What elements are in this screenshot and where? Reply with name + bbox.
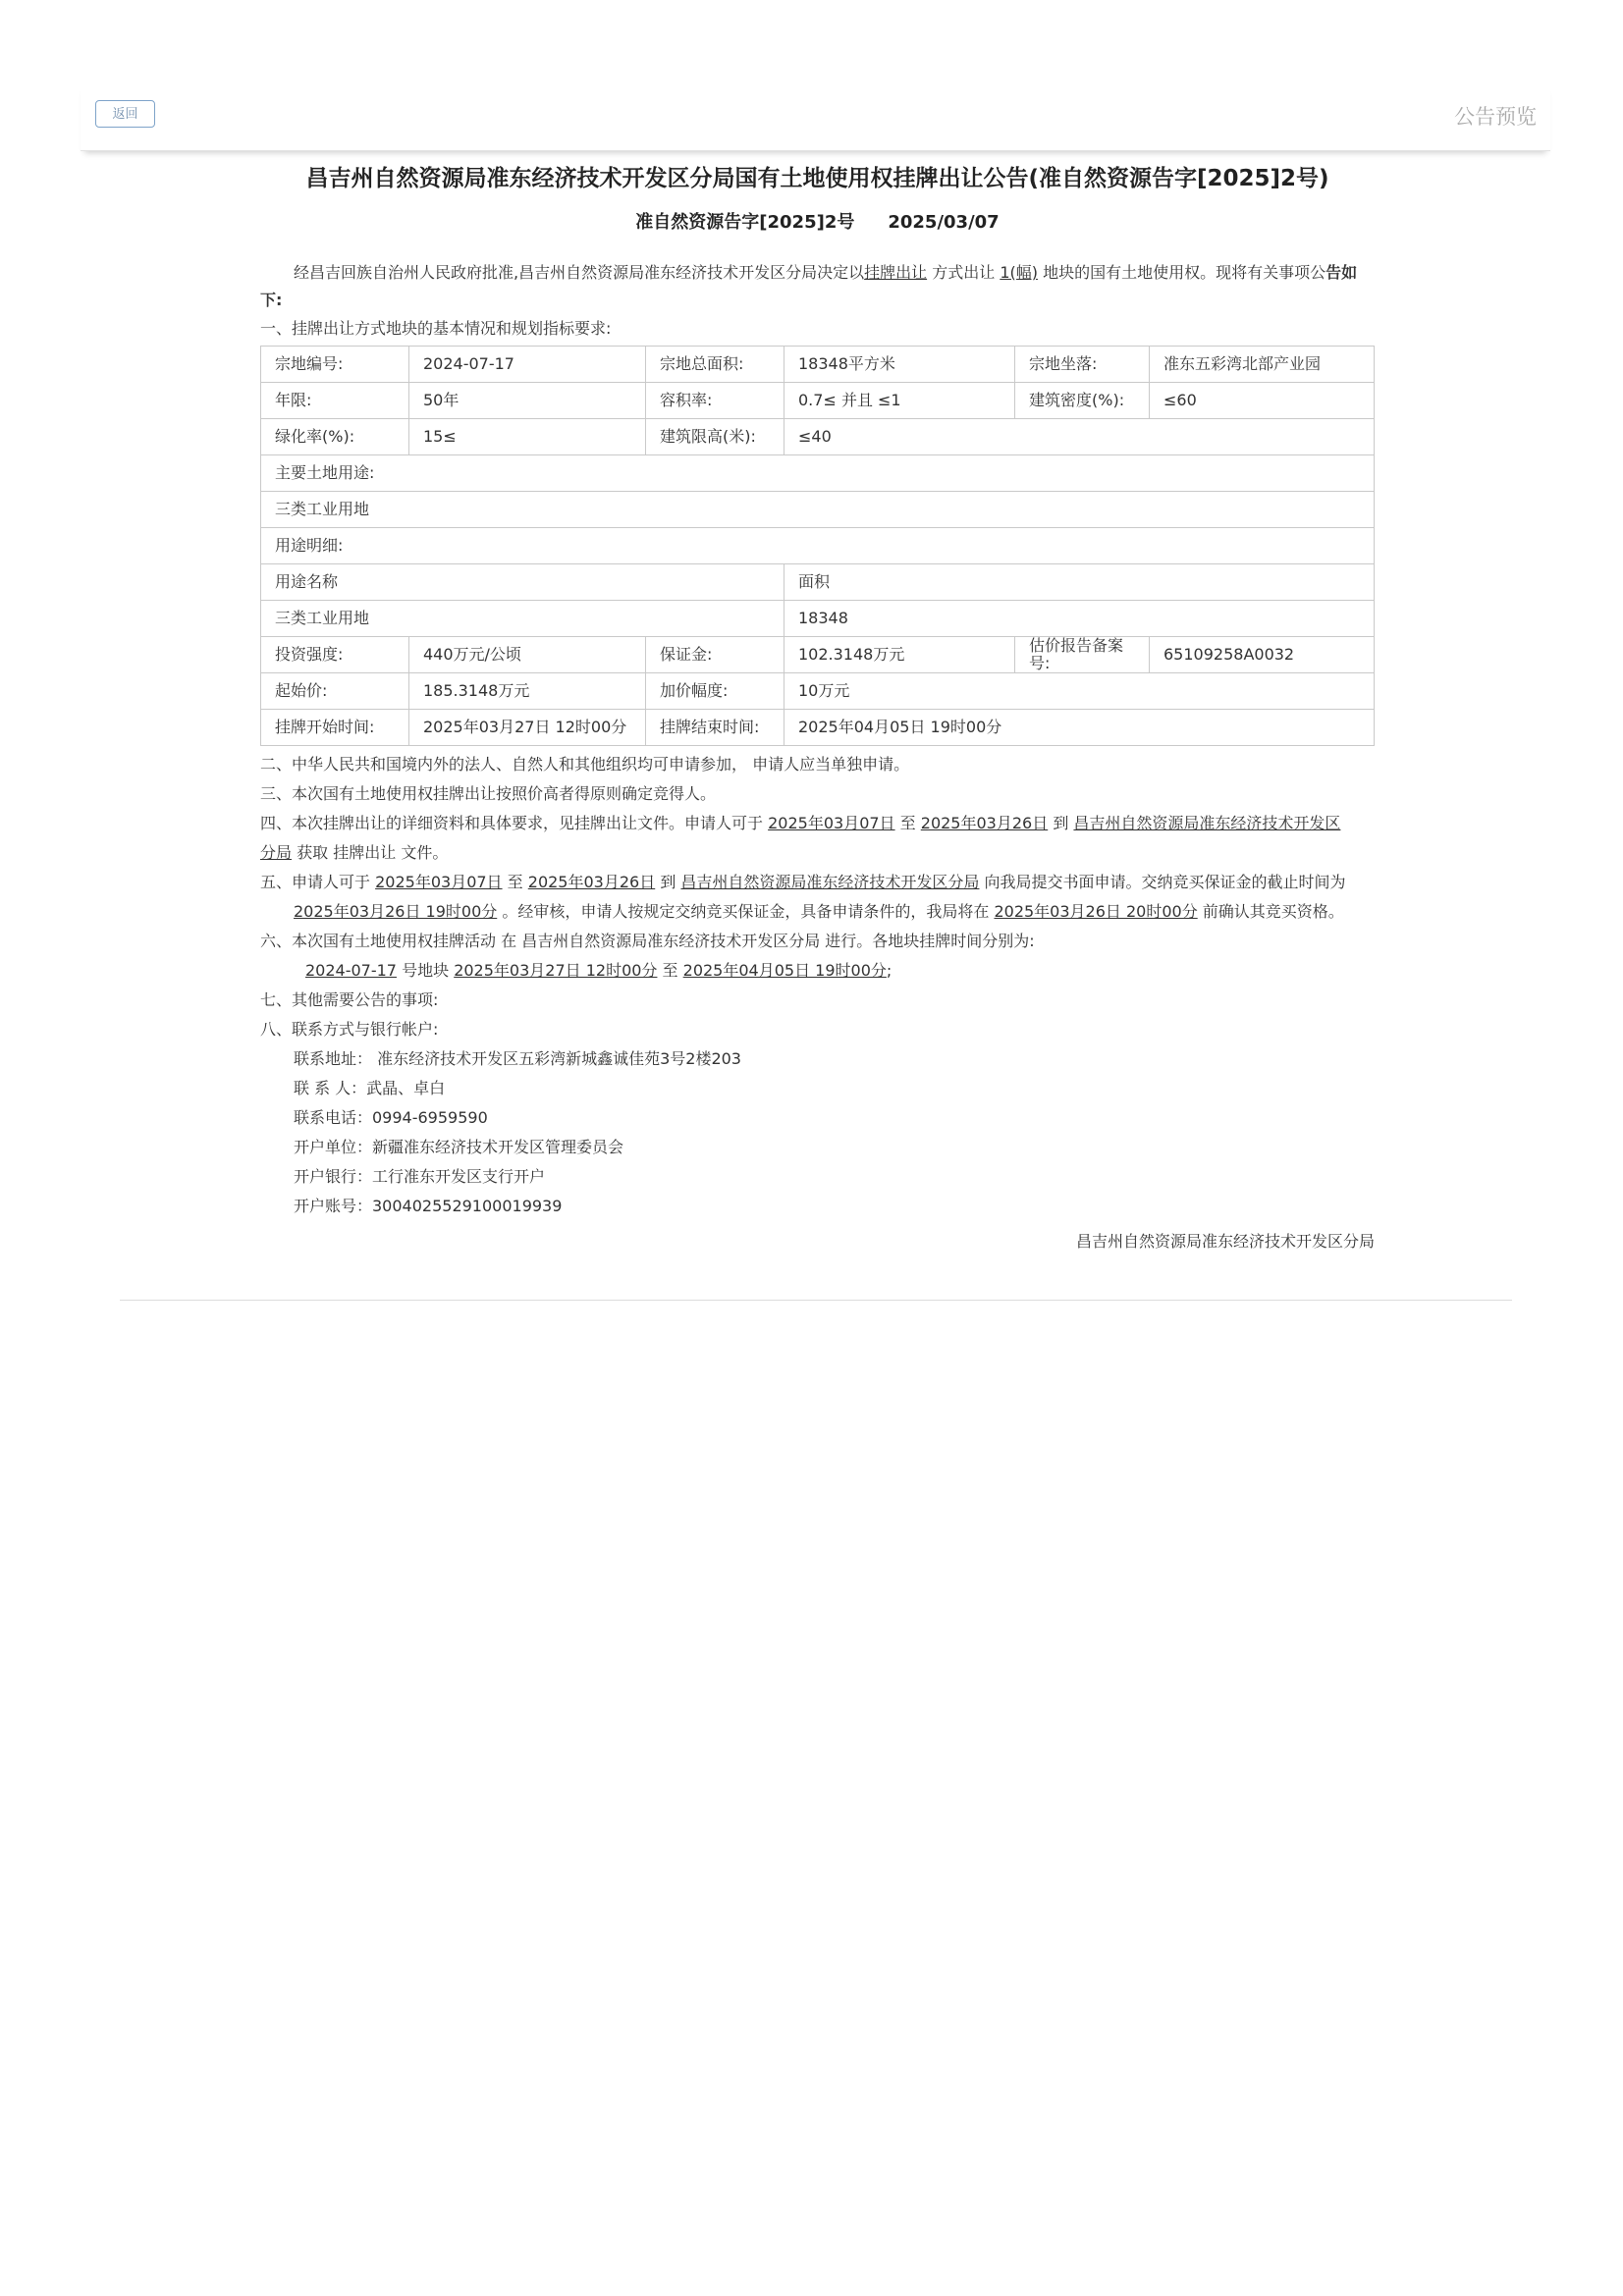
- intro-paragraph: 经昌吉回族自治州人民政府批准,昌吉州自然资源局准东经济技术开发区分局决定以挂牌出让 方式出让 1(幅) 地块的国有土地使用权。现将有关事项公告如下:: [260, 263, 1358, 309]
- announcement-document: [260, 159, 1375, 1256]
- contact-person: 联 系 人：武晶、卓白: [294, 1079, 446, 1097]
- account-number: 开户账号：3004025529100019939: [294, 1197, 563, 1215]
- section-4: 四、本次挂牌出让的详细资料和具体要求，见挂牌出让文件。申请人可于 2025年03月07日 至 2025年03月26日 到 昌吉州自然资源局准东经济技术开发区 分局 获取 挂牌出让 文件。: [260, 814, 1341, 862]
- table-row: 三类工业用地: [261, 492, 1375, 528]
- section-6: 六、本次国有土地使用权挂牌活动 在 昌吉州自然资源局准东经济技术开发区分局 进行。各地块挂牌时间分别为: 2024-07-17 号地块 2025年03月27日 12时00分 至 2025年04月05日 19时00分;: [260, 932, 1035, 980]
- divider: [120, 1300, 1512, 1301]
- contact-address: 联系地址： 准东经济技术开发区五彩湾新城鑫诚佳苑3号2楼203: [294, 1049, 741, 1068]
- table-row: 主要土地用途:: [261, 455, 1375, 492]
- document-subtitle: [260, 208, 1375, 238]
- back-button[interactable]: 返回: [95, 100, 155, 128]
- account-unit: 开户单位：新疆准东经济技术开发区管理委员会: [294, 1138, 624, 1156]
- top-bar: [81, 83, 1550, 151]
- table-row: 起始价: 185.3148万元 加价幅度: 10万元: [261, 673, 1375, 710]
- account-bank: 开户银行：工行准东开发区支行开户: [294, 1167, 546, 1186]
- document-date: 2025/03/07: [888, 212, 1000, 233]
- section-5: 五、申请人可于 2025年03月07日 至 2025年03月26日 到 昌吉州自然资源局准东经济技术开发区分局 向我局提交书面申请。交纳竞买保证金的截止时间为 2025年03月26日 19时00分 。经审核，申请人按规定交纳竞买保证金，具备申请条件的，我局将在 2025年03月26日 20时00分 前确认其竞买资格。: [260, 873, 1346, 921]
- table-row: 绿化率(%): 15≤ 建筑限高(米): ≤40: [261, 419, 1375, 455]
- table-row: 宗地编号: 2024-07-17 宗地总面积: 18348平方米 宗地坐落: 准东五彩湾北部产业园: [261, 347, 1375, 383]
- contact-phone: 联系电话：0994-6959590: [294, 1108, 488, 1127]
- table-row: 挂牌开始时间: 2025年03月27日 12时00分 挂牌结束时间: 2025年04月05日 19时00分: [261, 710, 1375, 746]
- section-3: 三、本次国有土地使用权挂牌出让按照价高者得原则确定竞得人。: [260, 784, 717, 803]
- table-row: 年限: 50年 容积率: 0.7≤ 并且 ≤1 建筑密度(%): ≤60: [261, 383, 1375, 419]
- section-7: 七、其他需要公告的事项:: [260, 990, 439, 1009]
- section-8: 八、联系方式与银行帐户:: [260, 1020, 439, 1039]
- document-number: 准自然资源告字[2025]2号: [635, 212, 855, 233]
- table-row: 三类工业用地 18348: [261, 601, 1375, 637]
- table-row: 用途名称 面积: [261, 564, 1375, 601]
- page-title: 公告预览: [1454, 105, 1537, 129]
- section-2: 二、中华人民共和国境内外的法人、自然人和其他组织均可申请参加， 申请人应当单独申请。: [260, 755, 910, 774]
- section-1-heading: 一、挂牌出让方式地块的基本情况和规划指标要求:: [260, 319, 612, 338]
- document-title: 昌吉州自然资源局准东经济技术开发区分局国有土地使用权挂牌出让公告(准自然资源告字[2025]2号): [305, 166, 1329, 191]
- signature: 昌吉州自然资源局准东经济技术开发区分局: [1075, 1232, 1375, 1251]
- table-row: 投资强度: 440万元/公顷 保证金: 102.3148万元 估价报告备案号: 65109258A0032: [261, 637, 1375, 673]
- land-info-table: [260, 346, 1375, 746]
- table-row: 用途明细:: [261, 528, 1375, 564]
